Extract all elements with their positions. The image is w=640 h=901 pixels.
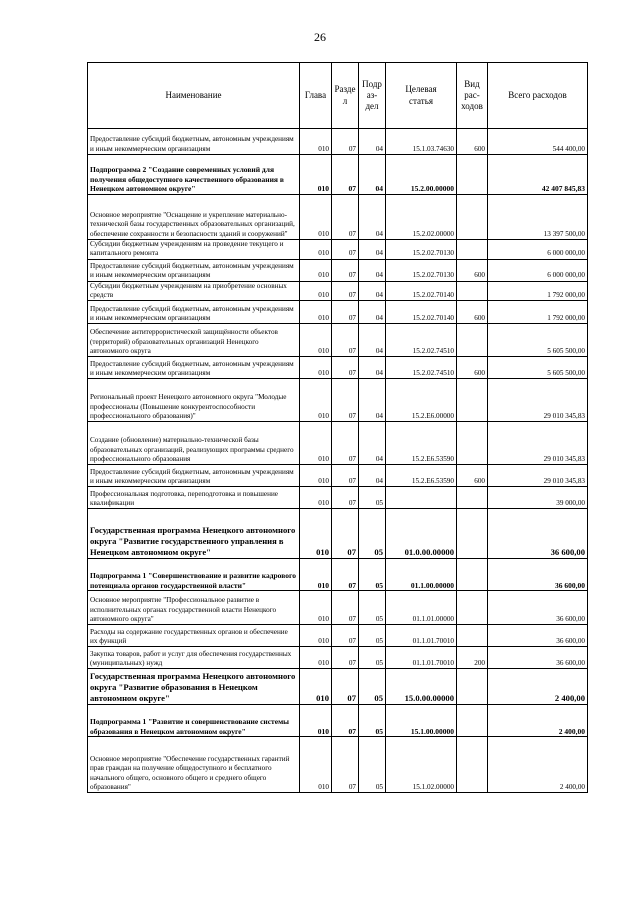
row-razdel: 07 (332, 240, 359, 260)
header-total: Всего расходов (488, 63, 588, 129)
row-total: 1 792 000,00 (488, 281, 588, 301)
row-podrazdel: 05 (359, 705, 386, 737)
table-row (88, 240, 588, 260)
row-target: 15.2.E6.00000 (386, 379, 457, 422)
table-row (88, 357, 588, 379)
row-target (386, 487, 457, 509)
row-vid: 600 (457, 301, 488, 324)
row-vid (457, 155, 488, 195)
row-target: 15.2.02.70130 (386, 240, 457, 260)
table-row (88, 465, 588, 487)
row-glava: 010 (300, 487, 332, 509)
row-razdel: 07 (332, 324, 359, 357)
row-glava: 010 (300, 559, 332, 591)
row-name: Закупка товаров, работ и услуг для обеспечения государственных (муниципальных) нужд (88, 647, 300, 669)
row-razdel: 07 (332, 155, 359, 195)
row-name: Региональный проект Ненецкого автономного округа "Молодые профессионалы (Повышение конкурентоспособности профессионального образования)" (88, 379, 300, 422)
row-vid (457, 379, 488, 422)
row-vid (457, 487, 488, 509)
row-razdel: 07 (332, 465, 359, 487)
table-row (88, 195, 588, 240)
row-target: 01.1.01.70010 (386, 625, 457, 647)
row-vid (457, 625, 488, 647)
row-total: 29 010 345,83 (488, 465, 588, 487)
row-target: 01.1.01.00000 (386, 591, 457, 625)
row-glava: 010 (300, 647, 332, 669)
row-name: Предоставление субсидий бюджетным, автономным учреждениям и иным некоммерческим организациям (88, 259, 300, 281)
row-name: Основное мероприятие "Профессиональное развитие в исполнительных органах государственной власти Ненецкого автономного округа" (88, 591, 300, 625)
row-name: Предоставление субсидий бюджетным, автономным учреждениям и иным некоммерческим организациям (88, 129, 300, 155)
row-podrazdel: 05 (359, 737, 386, 793)
table-row (88, 705, 588, 737)
row-glava: 010 (300, 465, 332, 487)
table-row (88, 301, 588, 324)
row-target: 15.2.02.70130 (386, 259, 457, 281)
row-target: 15.2.E6.53590 (386, 465, 457, 487)
row-podrazdel: 05 (359, 559, 386, 591)
row-target: 15.0.00.00000 (386, 669, 457, 705)
row-name: Субсидии бюджетным учреждениям на проведение текущего и капитального ремонта (88, 240, 300, 260)
row-name: Государственная программа Ненецкого автономного округа "Развитие образования в Ненецком автономном округе" (88, 669, 300, 705)
row-name: Государственная программа Ненецкого автономного округа "Развитие государственного управления в Ненецком автономном округе" (88, 509, 300, 559)
row-vid (457, 422, 488, 465)
row-target: 01.0.00.00000 (386, 509, 457, 559)
table-row (88, 591, 588, 625)
row-vid (457, 591, 488, 625)
row-glava: 010 (300, 357, 332, 379)
row-razdel: 07 (332, 737, 359, 793)
row-glava: 010 (300, 625, 332, 647)
row-name: Подпрограмма 1 "Совершенствование и развитие кадрового потенциала органов государственной власти" (88, 559, 300, 591)
row-total: 36 600,00 (488, 625, 588, 647)
table-row (88, 155, 588, 195)
row-podrazdel: 04 (359, 379, 386, 422)
row-glava: 010 (300, 379, 332, 422)
row-total: 6 000 000,00 (488, 240, 588, 260)
table-row (88, 737, 588, 793)
row-razdel: 07 (332, 669, 359, 705)
row-total: 2 400,00 (488, 705, 588, 737)
table-row (88, 281, 588, 301)
row-name: Предоставление субсидий бюджетным, автономным учреждениям и иным некоммерческим организациям (88, 301, 300, 324)
row-glava: 010 (300, 155, 332, 195)
table-row (88, 625, 588, 647)
row-podrazdel: 04 (359, 357, 386, 379)
row-total: 5 605 500,00 (488, 324, 588, 357)
row-vid (457, 559, 488, 591)
table-row (88, 669, 588, 705)
row-target: 15.2.02.70140 (386, 281, 457, 301)
row-target: 15.2.02.00000 (386, 195, 457, 240)
row-name: Создание (обновление) материально-технической базы образовательных организаций, реализующих программы среднего профессионального образования (88, 422, 300, 465)
row-podrazdel: 05 (359, 591, 386, 625)
row-total: 6 000 000,00 (488, 259, 588, 281)
row-podrazdel: 05 (359, 509, 386, 559)
table-row (88, 559, 588, 591)
row-total: 5 605 500,00 (488, 357, 588, 379)
row-target: 15.1.00.00000 (386, 705, 457, 737)
row-glava: 010 (300, 195, 332, 240)
row-target: 15.1.02.00000 (386, 737, 457, 793)
row-podrazdel: 04 (359, 281, 386, 301)
row-total: 2 400,00 (488, 737, 588, 793)
row-target: 01.1.00.00000 (386, 559, 457, 591)
page-number: 26 (314, 30, 326, 44)
row-target: 15.1.03.74630 (386, 129, 457, 155)
row-podrazdel: 04 (359, 301, 386, 324)
row-vid: 200 (457, 647, 488, 669)
row-target: 01.1.01.70010 (386, 647, 457, 669)
row-razdel: 07 (332, 281, 359, 301)
row-total: 36 600,00 (488, 559, 588, 591)
row-vid (457, 195, 488, 240)
table-row (88, 129, 588, 155)
row-name: Основное мероприятие "Оснащение и укрепление материально-технической базы государственных образовательных организаций, обеспечение сохранности и безопасности зданий и сооружений" (88, 195, 300, 240)
row-podrazdel: 04 (359, 465, 386, 487)
row-glava: 010 (300, 324, 332, 357)
row-name: Обеспечение антитеррористической защищённости объектов (территорий) образовательных организаций Ненецкого автономного округа (88, 324, 300, 357)
row-name: Подпрограмма 1 "Развитие и совершенствование системы образования в Ненецком автономном округе" (88, 705, 300, 737)
row-total: 13 397 500,00 (488, 195, 588, 240)
row-total: 36 600,00 (488, 647, 588, 669)
row-razdel: 07 (332, 591, 359, 625)
row-glava: 010 (300, 509, 332, 559)
table-header-row (88, 63, 588, 129)
row-vid (457, 737, 488, 793)
row-vid: 600 (457, 465, 488, 487)
row-name: Предоставление субсидий бюджетным, автономным учреждениям и иным некоммерческим организациям (88, 357, 300, 379)
row-podrazdel: 04 (359, 324, 386, 357)
row-glava: 010 (300, 737, 332, 793)
row-glava: 010 (300, 129, 332, 155)
row-glava: 010 (300, 705, 332, 737)
row-razdel: 07 (332, 559, 359, 591)
row-podrazdel: 04 (359, 240, 386, 260)
table-row (88, 422, 588, 465)
row-target: 15.2.02.70140 (386, 301, 457, 324)
row-total: 29 010 345,83 (488, 379, 588, 422)
table-row (88, 379, 588, 422)
row-name: Расходы на содержание государственных органов и обеспечение их функций (88, 625, 300, 647)
table-row (88, 259, 588, 281)
row-podrazdel: 04 (359, 259, 386, 281)
row-razdel: 07 (332, 301, 359, 324)
row-vid (457, 324, 488, 357)
table-row (88, 509, 588, 559)
row-name: Основное мероприятие "Обеспечение государственных гарантий прав граждан на получение общедоступного и бесплатного начального общего, основного общего и среднего общего образования" (88, 737, 300, 793)
row-name: Предоставление субсидий бюджетным, автономным учреждениям и иным некоммерческим организациям (88, 465, 300, 487)
row-name: Подпрограмма 2 "Создание современных условий для получения общедоступного качественного образования в Ненецком автономном округе" (88, 155, 300, 195)
row-podrazdel: 05 (359, 487, 386, 509)
row-vid: 600 (457, 259, 488, 281)
header-razdel: Разде л (332, 63, 359, 129)
row-vid (457, 240, 488, 260)
row-total: 544 400,00 (488, 129, 588, 155)
row-razdel: 07 (332, 705, 359, 737)
row-glava: 010 (300, 259, 332, 281)
row-vid (457, 281, 488, 301)
row-razdel: 07 (332, 487, 359, 509)
row-target: 15.2.E6.53590 (386, 422, 457, 465)
table-row (88, 487, 588, 509)
header-vid: Вид рас- ходов (457, 63, 488, 129)
row-total: 36 600,00 (488, 509, 588, 559)
row-vid: 600 (457, 357, 488, 379)
row-total: 36 600,00 (488, 591, 588, 625)
row-glava: 010 (300, 281, 332, 301)
row-razdel: 07 (332, 379, 359, 422)
row-podrazdel: 04 (359, 155, 386, 195)
row-podrazdel: 05 (359, 647, 386, 669)
row-total: 29 010 345,83 (488, 422, 588, 465)
header-name: Наименование (88, 63, 300, 129)
row-target: 15.2.00.00000 (386, 155, 457, 195)
row-vid (457, 705, 488, 737)
row-razdel: 07 (332, 422, 359, 465)
row-razdel: 07 (332, 647, 359, 669)
row-podrazdel: 05 (359, 669, 386, 705)
row-glava: 010 (300, 240, 332, 260)
row-glava: 010 (300, 301, 332, 324)
row-razdel: 07 (332, 129, 359, 155)
header-glava: Глава (300, 63, 332, 129)
row-podrazdel: 04 (359, 129, 386, 155)
row-podrazdel: 05 (359, 625, 386, 647)
row-razdel: 07 (332, 259, 359, 281)
row-razdel: 07 (332, 509, 359, 559)
row-glava: 010 (300, 669, 332, 705)
row-glava: 010 (300, 422, 332, 465)
table-row (88, 647, 588, 669)
row-razdel: 07 (332, 195, 359, 240)
header-target: Целевая статья (386, 63, 457, 129)
row-podrazdel: 04 (359, 422, 386, 465)
row-vid (457, 669, 488, 705)
row-vid: 600 (457, 129, 488, 155)
row-total: 39 000,00 (488, 487, 588, 509)
row-razdel: 07 (332, 625, 359, 647)
row-razdel: 07 (332, 357, 359, 379)
row-total: 2 400,00 (488, 669, 588, 705)
row-total: 1 792 000,00 (488, 301, 588, 324)
row-target: 15.2.02.74510 (386, 324, 457, 357)
row-vid (457, 509, 488, 559)
row-name: Профессиональная подготовка, переподготовка и повышение квалификации (88, 487, 300, 509)
row-total: 42 407 845,83 (488, 155, 588, 195)
row-name: Субсидии бюджетным учреждениям на приобретение основных средств (88, 281, 300, 301)
budget-table (87, 62, 588, 793)
row-glava: 010 (300, 591, 332, 625)
table-row (88, 324, 588, 357)
header-podrazdel: Подр аз- дел (359, 63, 386, 129)
row-target: 15.2.02.74510 (386, 357, 457, 379)
row-podrazdel: 04 (359, 195, 386, 240)
